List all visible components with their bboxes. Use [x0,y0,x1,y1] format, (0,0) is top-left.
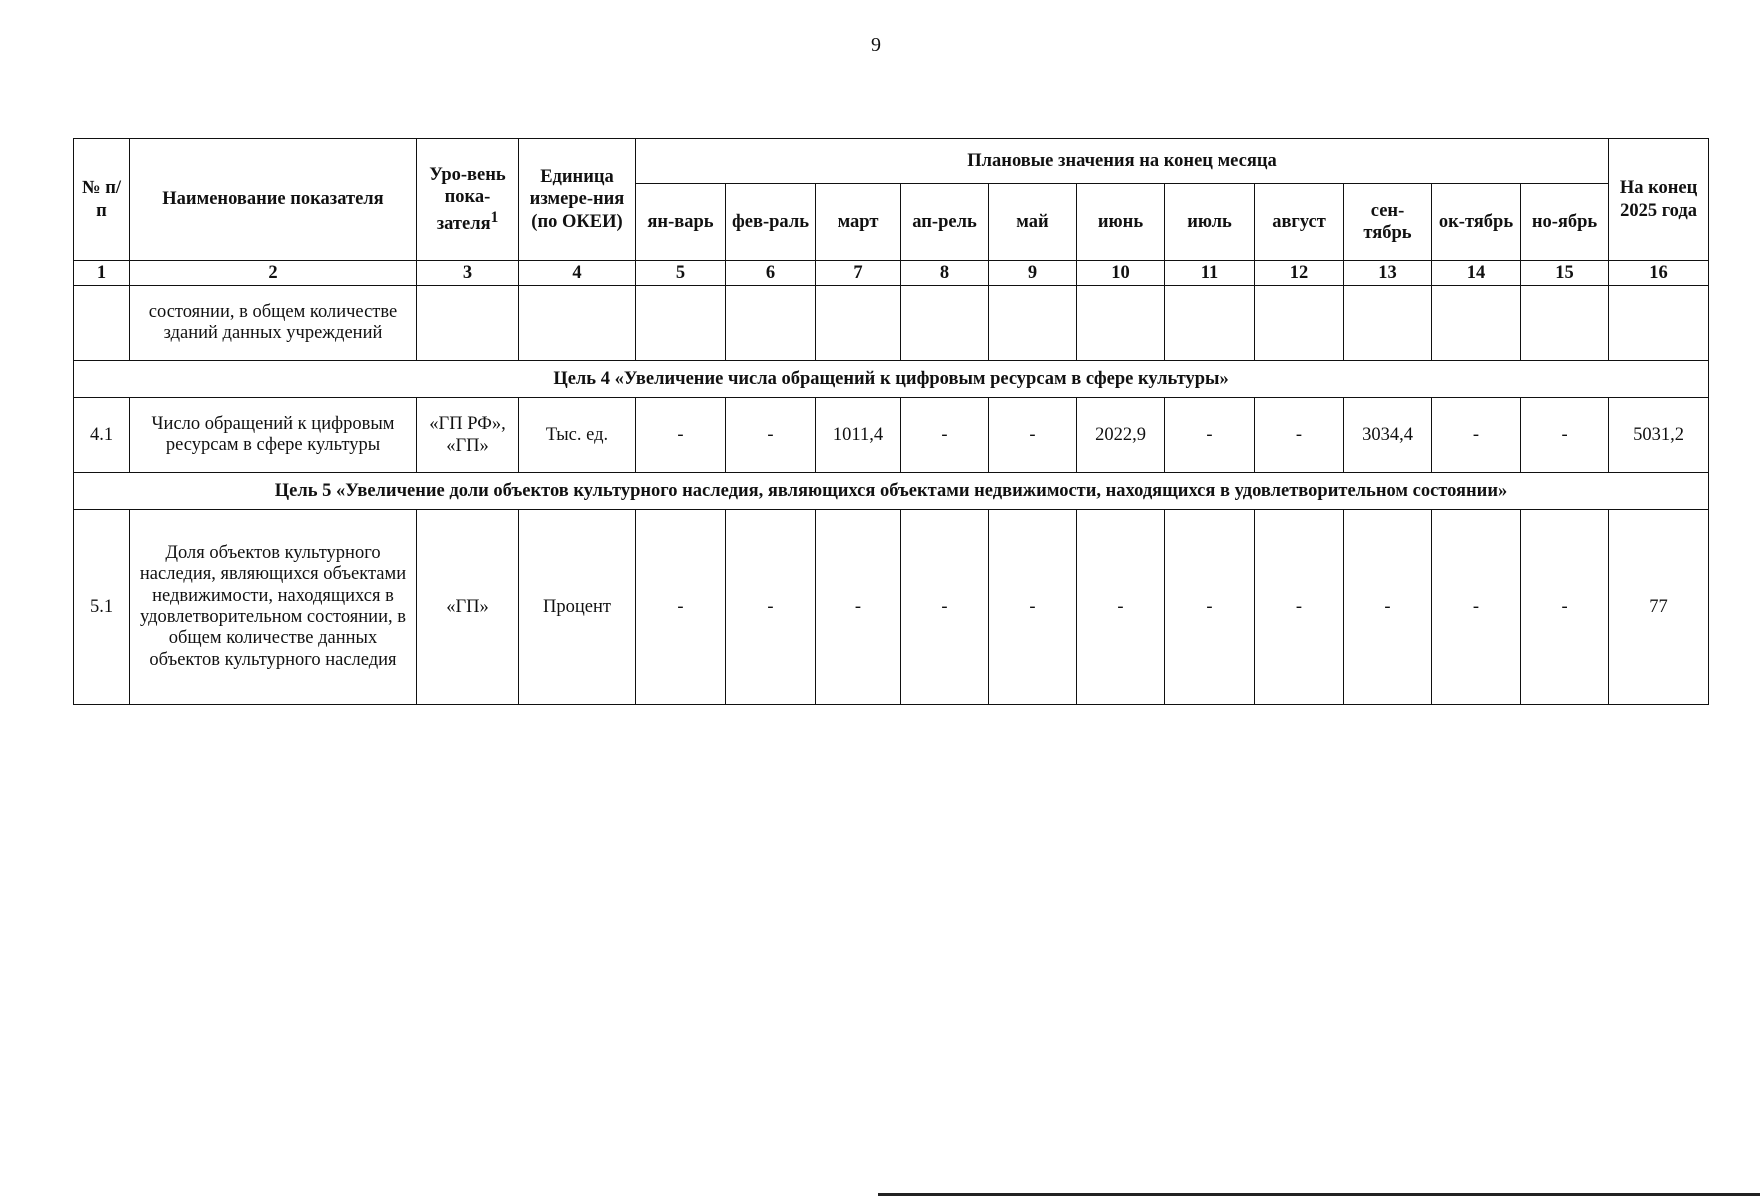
cell-empty [1609,286,1709,361]
header-month: июль [1165,184,1255,261]
bottom-rule [878,1193,1760,1196]
goal-title: Цель 4 «Увеличение числа обращений к цифровым ресурсам в сфере культуры» [74,361,1709,398]
column-number: 14 [1432,261,1521,286]
header-month: март [816,184,901,261]
month-value: 1011,4 [816,398,901,473]
goal-row-5 [74,473,1709,510]
month-value: - [901,510,989,705]
cell-empty [989,286,1077,361]
cell-empty [1255,286,1344,361]
column-number: 13 [1344,261,1432,286]
cell-empty [901,286,989,361]
column-numbers-row [74,261,1709,286]
header-name: Наименование показателя [130,139,417,261]
cell-empty [74,286,130,361]
month-value: - [1165,398,1255,473]
goal-row-4 [74,361,1709,398]
unit: Процент [519,510,636,705]
column-number: 3 [417,261,519,286]
header-month: ян-варь [636,184,726,261]
plan-values-table [73,138,1709,705]
month-value: 3034,4 [1344,398,1432,473]
column-number: 4 [519,261,636,286]
month-value: - [1521,398,1609,473]
cell-empty [417,286,519,361]
header-row [74,139,1709,184]
row-number: 4.1 [74,398,130,473]
cell-empty [1077,286,1165,361]
header-month: июнь [1077,184,1165,261]
header-month: сен-тябрь [1344,184,1432,261]
cell-empty [519,286,636,361]
unit: Тыс. ед. [519,398,636,473]
column-number: 12 [1255,261,1344,286]
header-num: № п/п [74,139,130,261]
page-number: 9 [871,34,881,56]
column-number: 7 [816,261,901,286]
table-row-continuation [74,286,1709,361]
month-value: - [636,510,726,705]
header-level [417,139,519,261]
end-of-year-value: 77 [1609,510,1709,705]
table-row-4-1 [74,398,1709,473]
column-number: 11 [1165,261,1255,286]
column-number: 16 [1609,261,1709,286]
month-value: - [1077,510,1165,705]
header-month: но-ябрь [1521,184,1609,261]
row-number: 5.1 [74,510,130,705]
header-month: фев-раль [726,184,816,261]
header-level-text: Уро-вень пока-зателя [429,165,506,234]
month-value: - [726,398,816,473]
footnote-mark: 1 [490,208,499,226]
indicator-level: «ГП РФ», «ГП» [417,398,519,473]
column-number: 8 [901,261,989,286]
cell-empty [816,286,901,361]
month-value: - [1521,510,1609,705]
goal-title: Цель 5 «Увеличение доли объектов культурного наследия, являющихся объектами недвижимости, находящихся в удовлетворительном состоянии» [74,473,1709,510]
indicator-name: состоянии, в общем количестве зданий данных учреждений [130,286,417,361]
month-value: - [816,510,901,705]
cell-empty [726,286,816,361]
column-number: 5 [636,261,726,286]
month-value: - [1165,510,1255,705]
header-month: ок-тябрь [1432,184,1521,261]
header-end-of-year: На конец 2025 года [1609,139,1709,261]
cell-empty [1344,286,1432,361]
cell-empty [636,286,726,361]
column-number: 9 [989,261,1077,286]
header-month: май [989,184,1077,261]
month-value: 2022,9 [1077,398,1165,473]
header-unit: Единица измере-ния (по ОКЕИ) [519,139,636,261]
cell-empty [1165,286,1255,361]
month-value: - [636,398,726,473]
month-value: - [1344,510,1432,705]
column-number: 1 [74,261,130,286]
header-month: ап-рель [901,184,989,261]
table-row-5-1 [74,510,1709,705]
month-value: - [1432,510,1521,705]
end-of-year-value: 5031,2 [1609,398,1709,473]
indicator-level: «ГП» [417,510,519,705]
month-value: - [1255,510,1344,705]
column-number: 10 [1077,261,1165,286]
month-value: - [989,398,1077,473]
column-number: 15 [1521,261,1609,286]
header-month: август [1255,184,1344,261]
column-number: 6 [726,261,816,286]
month-value: - [1432,398,1521,473]
month-value: - [1255,398,1344,473]
month-value: - [726,510,816,705]
indicator-name: Доля объектов культурного наследия, являющихся объектами недвижимости, находящихся в удовлетворительном состоянии, в общем количестве данных объектов культурного наследия [130,510,417,705]
header-plan-values: Плановые значения на конец месяца [636,139,1609,184]
cell-empty [1432,286,1521,361]
cell-empty [1521,286,1609,361]
column-number: 2 [130,261,417,286]
indicator-name: Число обращений к цифровым ресурсам в сфере культуры [130,398,417,473]
month-value: - [989,510,1077,705]
month-value: - [901,398,989,473]
